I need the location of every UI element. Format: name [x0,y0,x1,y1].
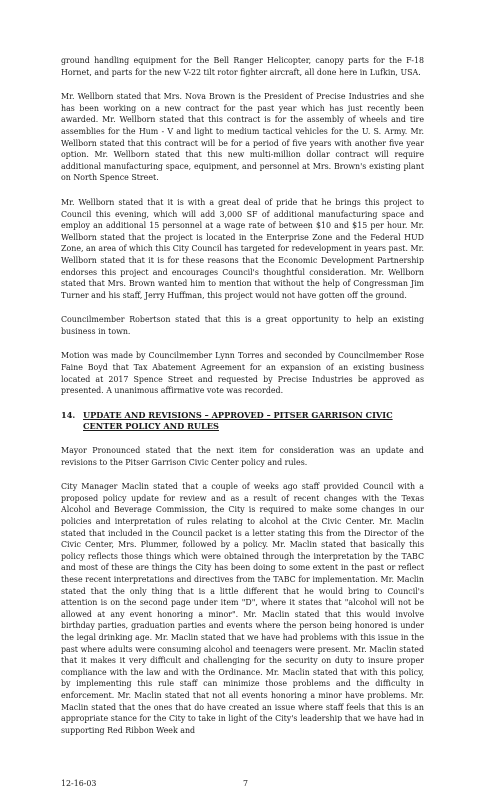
page-number: 7 [243,779,249,788]
body-paragraph: Mr. Wellborn stated that Mrs. Nova Brown is the President of Precise Industries and she has been working on a new contract for the past year which has just recently been awarded. Mr. Wellborn stated that this contract is for the assembly of wheels and tire assemblies for the Hum - V and light to medium tactical vehicles for the U. S. Army. Mr. Wellborn stated that this contract will be for a period of five years with another five year option. Mr. Wellborn stated that this new multi-million dollar contract will require additional manufacturing space, equipment, and personnel at Mrs. Brown's existing plant on North Spence Street. [61,92,424,183]
body-paragraph: Motion was made by Councilmember Lynn Torres and seconded by Councilmember Rose Faine Boyd that Tax Abatement Agreement for an expansion of an existing business located at 2017 Spence Street and requested by Precise Industries be approved as presented. A unanimous affirmative vote was recorded. [61,351,424,396]
section-number: 14. [61,409,76,420]
body-paragraph: Mayor Pronounced stated that the next item for consideration was an update and revisions to the Pitser Garrison Civic Center policy and rules. [61,446,424,467]
section-title: UPDATE AND REVISIONS – APPROVED – PITSER GARRISON CIVIC CENTER POLICY AND RULES [83,409,393,432]
body-paragraph: ground handling equipment for the Bell Ranger Helicopter, canopy parts for the F-18 Hornet, and parts for the new V-22 tilt rotor fighter aircraft, all done here in Lufkin, USA. [61,56,424,77]
footer-date: 12-16-03 [61,779,97,788]
body-paragraph: Councilmember Robertson stated that this is a great opportunity to help an existing business in town. [61,315,424,336]
body-paragraph: Mr. Wellborn stated that it is with a great deal of pride that he brings this project to Council this evening, which will add 3,000 SF of additional manufacturing space and employ an additional 15 personnel at a wage rate of between $10 and $15 per hour. Mr. Wellborn stated that the project is located in the Enterprise Zone and the Federal HUD Zone, an area of which this City Council has targeted for redevelopment in years past. Mr. Wellborn stated that it is for these reasons that the Economic Development Partnership endorses this project and encourages Council's thoughtful consideration. Mr. Wellborn stated that Mrs. Brown wanted him to mention that without the help of Congressman Jim Turner and his staff, Jerry Huffman, this project would not have gotten off the ground. [61,197,424,300]
body-paragraph: City Manager Maclin stated that a couple of weeks ago staff provided Council with a proposed policy update for review and as a result of recent changes with the Texas Alcohol and Beverage Commission, the City is required to make some changes in our policies and interpretation of rules relating to alcohol at the Civic Center. Mr. Maclin stated that included in the Council packet is a letter stating this from the Director of the Civic Center, Mrs. Plummer, followed by a policy. Mr. Maclin stated that basically this policy reflects those things which were obtained through the interpretation by the TABC and most of these are things the City has been doing to some extent in the past or reflect these recent interpretations and directives from the TABC for implementation. Mr. Maclin stated that the only thing that is a little different that he would bring to Council's attention is on the second page under item "D", where it states that "alcohol will not be allowed at any event honoring a minor". Mr. Maclin stated that this would involve birthday parties, graduation parties and events where the person being honored is under the legal drinking age. Mr. Maclin stated that we have had problems with this issue in the past where adults were consuming alcohol and teenagers were present. Mr. Maclin stated that it makes it very difficult and challenging for the security on duty to insure proper compliance with the law and with the Ordinance. Mr. Maclin stated that with this policy, by implementing this rule staff can minimize those problems and the difficulty in enforcement. Mr. Maclin stated that not all events honoring a minor have problems. Mr. Maclin stated that the ones that do have created an issue where staff feels that this is an appropriate stance for the City to take in light of the City's leadership that we have had in supporting Red Ribbon Week and [61,482,424,735]
section-heading [61,410,424,433]
